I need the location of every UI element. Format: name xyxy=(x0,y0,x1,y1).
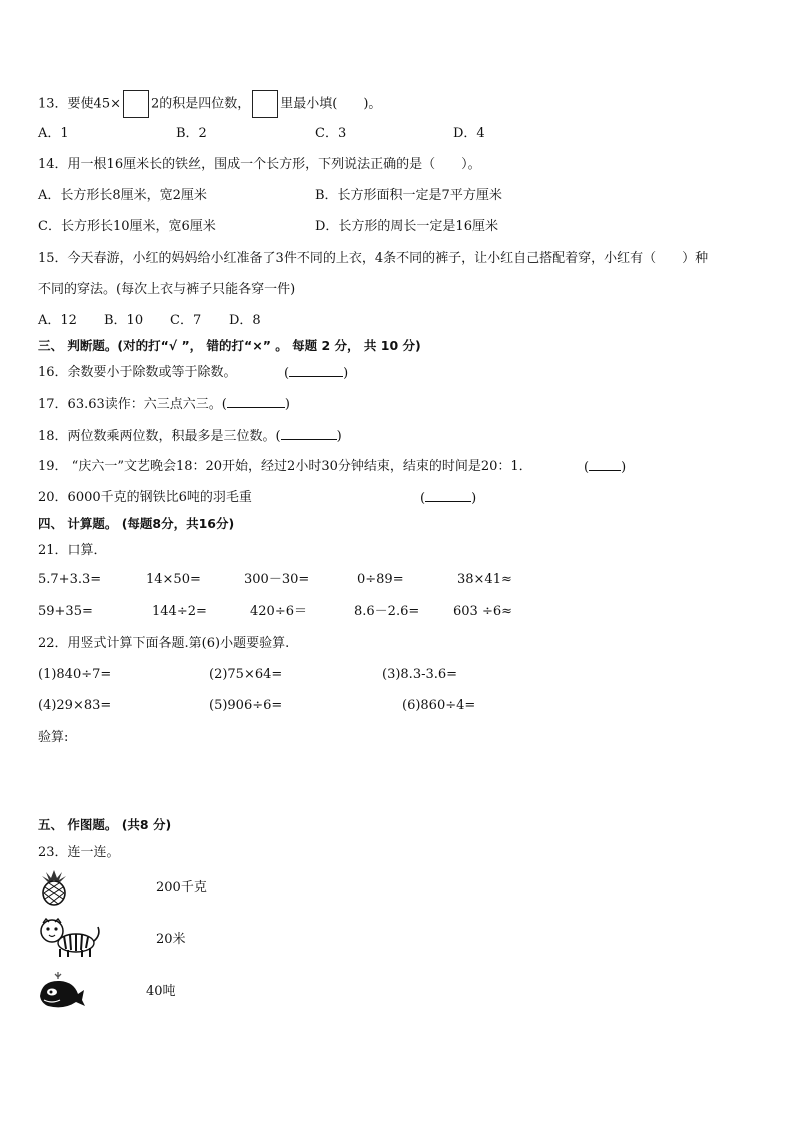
q18 xyxy=(38,427,342,446)
q22-check-label: 验算: xyxy=(38,730,69,745)
q21-stem: 21．口算． xyxy=(38,543,107,558)
q21-item: 0÷89= xyxy=(357,572,404,587)
paren-open: ( xyxy=(284,366,290,381)
q13-option-a: A．1 xyxy=(38,126,69,141)
q21-item: 300－30= xyxy=(244,572,310,587)
q14-option-c: C．长方形长10厘米，宽6厘米 xyxy=(38,219,216,234)
paren-open: ( xyxy=(584,460,590,475)
q21-item: 5.7+3.3= xyxy=(38,572,102,587)
q14-stem: 14．用一根16厘米长的铁丝，围成一个长方形，下列说法正确的是（ ）。 xyxy=(38,157,481,172)
q21-item: 420÷6＝ xyxy=(250,604,307,619)
q22-item: (3)8.3-3.6= xyxy=(382,667,458,682)
section-3-title: 三、 判断题。(对的打“√ ”， 错的打“×” 。 每题 2 分， 共 10 分) xyxy=(38,338,421,353)
q13-option-d: D．4 xyxy=(453,126,485,141)
q21-item: 144÷2= xyxy=(152,604,207,619)
q15-option-c: C．7 xyxy=(170,313,202,328)
answer-blank xyxy=(281,427,337,440)
answer-box xyxy=(252,90,278,118)
q22-item: (1)840÷7= xyxy=(38,667,112,682)
paren-close: ) xyxy=(471,491,477,506)
answer-box xyxy=(123,90,149,118)
q22-item: (6)860÷4= xyxy=(402,698,476,713)
q17 xyxy=(38,395,290,414)
q22-item: (4)29×83= xyxy=(38,698,112,713)
paren-close: ) xyxy=(343,366,349,381)
whale-icon xyxy=(38,970,86,1014)
q20-text: 20．6000千克的钢铁比6吨的羽毛重 xyxy=(38,490,252,505)
q21-item: 38×41≈ xyxy=(457,572,512,587)
q15-stem-line2: 不同的穿法。(每次上衣与裤子只能各穿一件) xyxy=(38,282,296,297)
q21-item: 8.6－2.6= xyxy=(354,604,420,619)
q14-option-a: A．长方形长8厘米，宽2厘米 xyxy=(38,188,207,203)
answer-blank xyxy=(425,489,471,502)
pineapple-icon xyxy=(38,868,70,910)
q15-option-d: D．8 xyxy=(229,313,261,328)
q23-stem: 23．连一连。 xyxy=(38,845,120,860)
q23-label-mass: 40吨 xyxy=(146,984,176,999)
q21-item: 603 ÷6≈ xyxy=(453,604,513,619)
q18-text: 18．两位数乘两位数，积最多是三位数。( xyxy=(38,429,281,444)
q13-option-b: B．2 xyxy=(176,126,207,141)
q15-option-a: A．12 xyxy=(38,313,77,328)
q22-stem: 22．用竖式计算下面各题.第(6)小题要验算. xyxy=(38,636,290,651)
paren-close: ) xyxy=(284,397,290,412)
q21-item: 14×50= xyxy=(146,572,201,587)
answer-blank xyxy=(227,395,285,408)
paren-close: ) xyxy=(621,460,627,475)
q15-option-b: B．10 xyxy=(104,313,144,328)
q16-answer xyxy=(284,364,348,383)
q20-answer xyxy=(420,489,476,508)
tiger-icon xyxy=(38,917,102,963)
q13-stem-mid: 2的积是四位数， xyxy=(150,96,251,112)
q13-stem-suffix: 里最小填( )。 xyxy=(280,96,382,112)
q14-option-d: D．长方形的周长一定是16厘米 xyxy=(315,219,498,234)
paren-close: ) xyxy=(336,429,342,444)
section-4-title: 四、 计算题。 (每题8分，共16分) xyxy=(38,516,235,531)
q22-item: (2)75×64= xyxy=(209,667,283,682)
paren-open: ( xyxy=(420,491,426,506)
q19-answer xyxy=(584,458,626,477)
q13-stem-prefix: 13．要使45× xyxy=(38,96,121,112)
q15-stem-line1: 15．今天春游，小红的妈妈给小红准备了3件不同的上衣，4条不同的裤子，让小红自己搭配着穿，小红有（ ）种 xyxy=(38,251,709,266)
answer-blank xyxy=(589,458,621,471)
q22-item: (5)906÷6= xyxy=(209,698,283,713)
q23-label-length: 20米 xyxy=(156,932,186,947)
q17-text: 17．63.63读作：六三点六三。( xyxy=(38,397,227,412)
section-5-title: 五、 作图题。 (共8 分) xyxy=(38,817,172,832)
q14-option-b: B．长方形面积一定是7平方厘米 xyxy=(315,188,502,203)
q16-text: 16．余数要小于除数或等于除数。 xyxy=(38,365,237,380)
q23-label-weight: 200千克 xyxy=(156,880,207,895)
q19-text: 19． “庆六一”文艺晚会18：20开始，经过2小时30分钟结束，结束的时间是20：1． xyxy=(38,459,532,474)
q13-option-c: C．3 xyxy=(315,126,347,141)
q21-item: 59+35= xyxy=(38,604,93,619)
answer-blank xyxy=(289,364,343,377)
question-13 xyxy=(38,90,381,118)
